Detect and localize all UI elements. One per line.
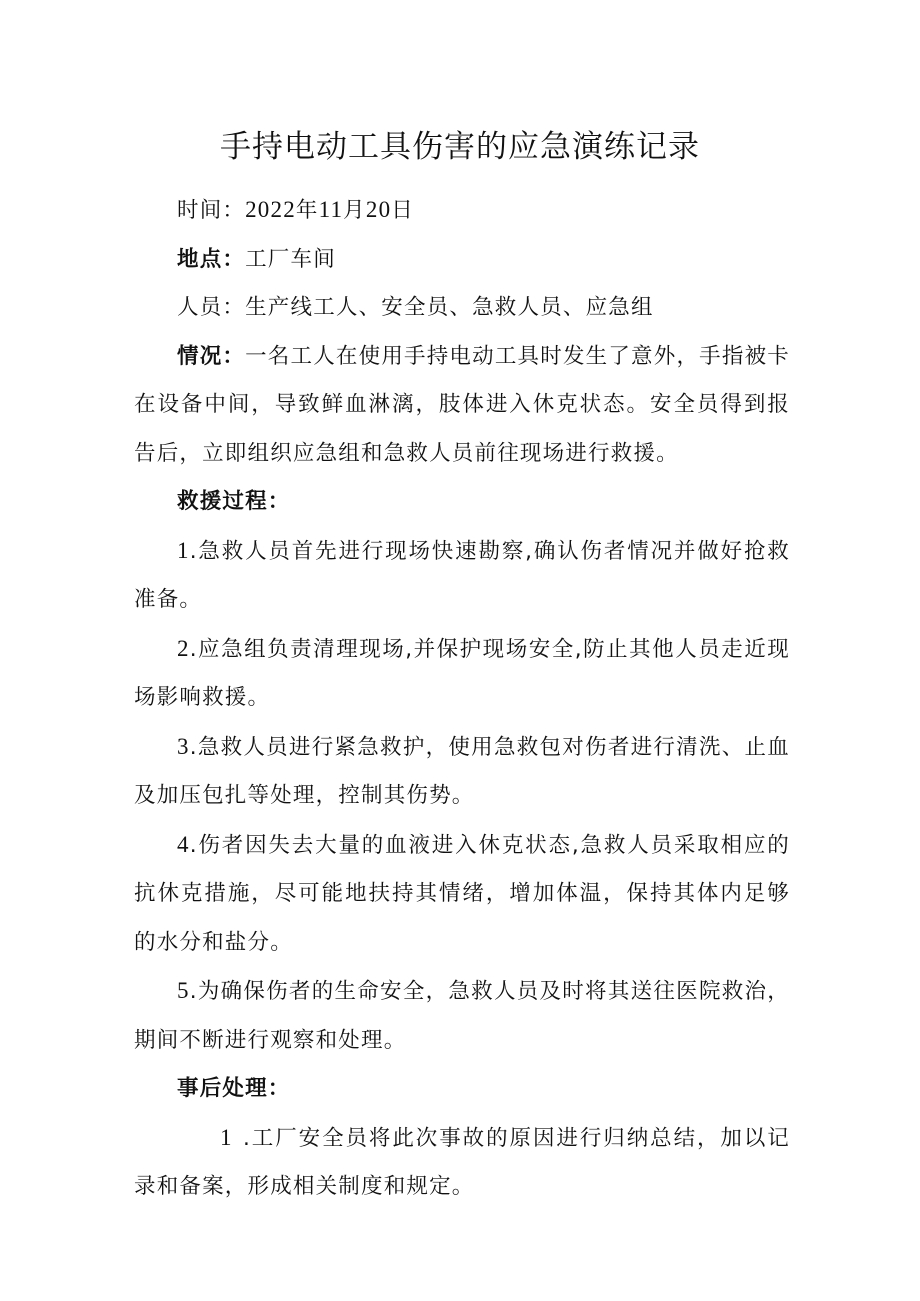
location-value: 工厂车间: [245, 246, 336, 272]
rescue-step-number: 4: [177, 831, 190, 857]
rescue-step-text: .急救人员进行紧急救护，使用急救包对伤者进行清洗、止血及加压包扎等处理，控制其伤势。: [134, 734, 790, 808]
situation-label: 情况：: [177, 343, 246, 369]
rescue-step: [134, 821, 790, 968]
rescue-step-number: 3: [177, 733, 190, 759]
document-title: 手持电动工具伤害的应急演练记录: [220, 129, 700, 165]
rescue-step-text: .伤者因失去大量的血液进入休克状态,急救人员采取相应的抗休克措施，尽可能地扶持其情绪，增加体温，保持其体内足够的水分和盐分。: [134, 832, 790, 955]
rescue-step-number: 1: [177, 537, 190, 563]
time-month: 11: [318, 197, 344, 222]
time-month-unit: 月: [343, 198, 366, 223]
personnel-value: 生产线工人、安全员、急救人员、应急组: [245, 295, 654, 320]
rescue-step: [134, 625, 790, 723]
time-day: 20: [365, 197, 392, 222]
rescue-step-text: .急救人员首先进行现场快速勘察,确认伤者情况并做好抢救准备。: [134, 538, 790, 612]
rescue-step-number: 2: [177, 635, 190, 661]
personnel-label: 人员：: [177, 295, 246, 320]
rescue-step-text: .为确保伤者的生命安全，急救人员及时将其送往医院救治，期间不断进行观察和处理。: [134, 979, 790, 1053]
rescue-step-text: .应急组负责清理现场,并保护现场安全,防止其他人员走近现场影响救援。: [134, 636, 790, 710]
time-year: 2022: [245, 197, 296, 222]
time-day-unit: 日: [391, 198, 414, 223]
rescue-heading: 救援过程：: [177, 489, 291, 514]
rescue-step-number: 5: [177, 978, 190, 1003]
location-label: 地点：: [177, 246, 246, 272]
aftermath-heading: 事后处理：: [177, 1076, 291, 1101]
time-line: [134, 186, 790, 236]
time-year-unit: 年: [295, 198, 319, 223]
location-line: [134, 236, 790, 285]
aftermath-step-text: .工厂安全员将此次事故的原因进行归纳总结，加以记录和备案，形成相关制度和规定。: [134, 1125, 790, 1199]
rescue-step: [134, 723, 790, 821]
situation-text: 一名工人在使用手持电动工具时发生了意外，手指被卡在设备中间，导致鲜血淋漓，肢体进入休克状态。安全员得到报告后，立即组织应急组和急救人员前往现场进行救援。: [134, 343, 790, 466]
situation-paragraph: [134, 333, 790, 479]
aftermath-step-number: 1: [220, 1124, 233, 1150]
personnel-line: [134, 284, 790, 333]
time-label: 时间：: [177, 198, 246, 223]
document-body: [134, 186, 790, 1212]
rescue-step: [134, 527, 790, 625]
rescue-step: [134, 967, 790, 1065]
aftermath-step: [134, 1114, 790, 1212]
